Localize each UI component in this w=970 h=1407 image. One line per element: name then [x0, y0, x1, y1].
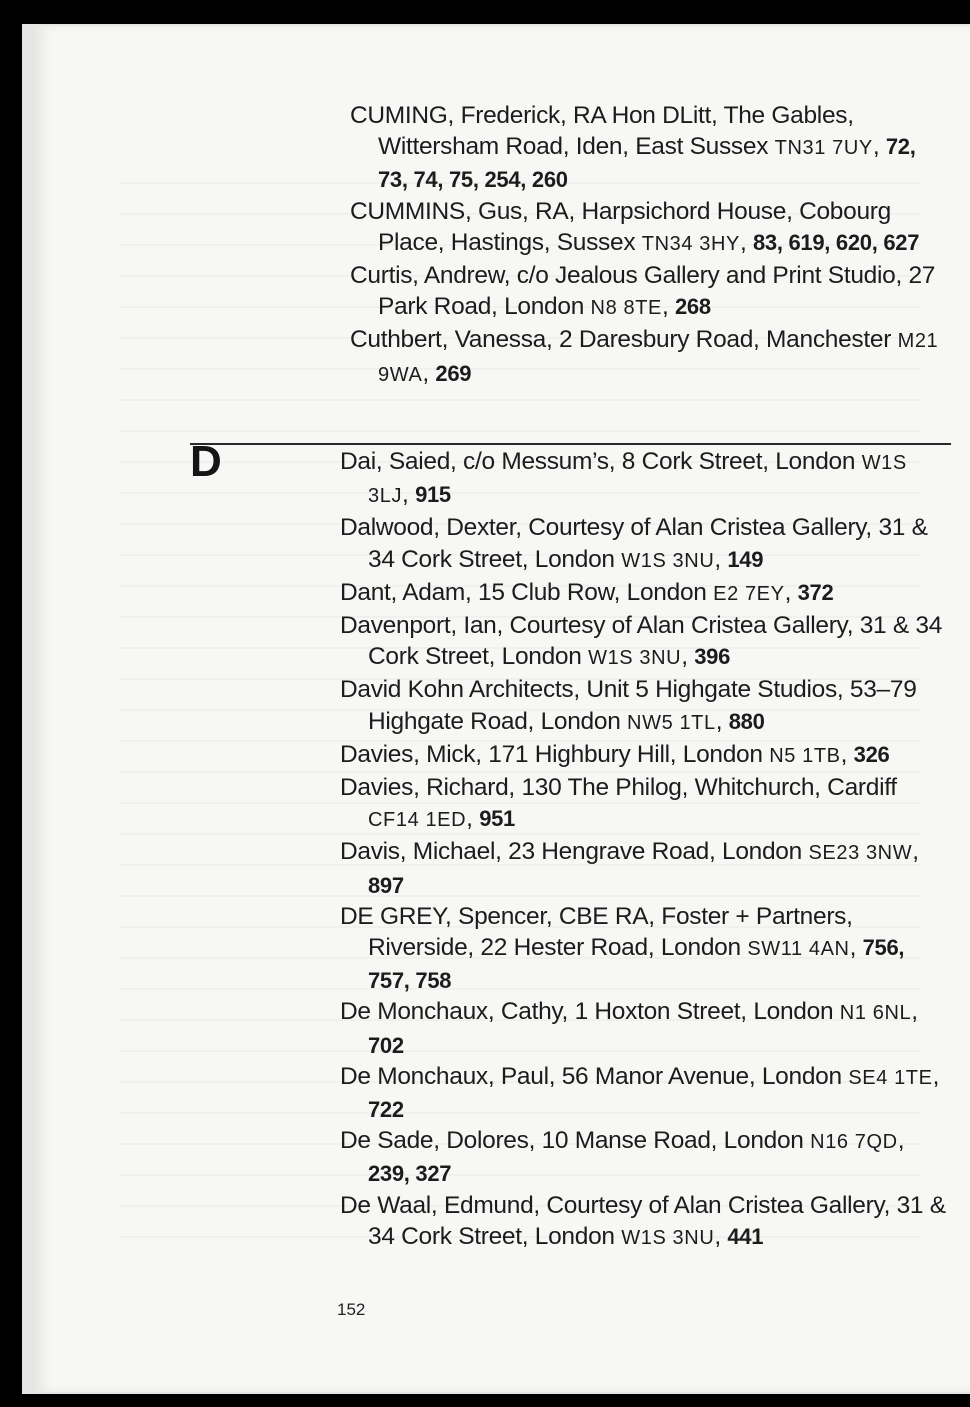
index-entries-c-section — [350, 100, 950, 391]
index-entry: De Waal, Edmund, Courtesy of Alan Cristea Gallery, 31 & 34 Cork Street, London W1S 3NU, 441 — [340, 1191, 946, 1250]
entry-name: De Sade, Dolores, 10 Manse Road, London — [340, 1127, 804, 1155]
entry-name: Davenport, Ian, Courtesy of Alan Cristea Gallery, 31 & 34 Cork Street, London — [340, 612, 943, 671]
index-entry: Davenport, Ian, Courtesy of Alan Cristea Gallery, 31 & 34 Cork Street, London W1S 3NU, 396 — [340, 612, 943, 671]
entry-pages: 83, 619, 620, 627 — [752, 229, 920, 255]
entry-name: CUMING, Frederick, RA Hon DLitt, The Gables, Wittersham Road, Iden, East Sussex — [350, 102, 854, 161]
entry-name: David Kohn Architects, Unit 5 Highgate Studios, 53–79 Highgate Road, London — [340, 676, 917, 735]
entry-postcode: N16 7QD — [810, 1131, 898, 1154]
entry-postcode: N8 8TE — [590, 297, 662, 320]
entry-pages: 722 — [368, 1097, 404, 1123]
entry-name: DE GREY, Spencer, CBE RA, Foster + Partners, Riverside, 22 Hester Road, London — [340, 902, 853, 962]
entry-pages: 372 — [797, 579, 834, 605]
index-entry: Curtis, Andrew, c/o Jealous Gallery and Print Studio, 27 Park Road, London N8 8TE, 268 — [350, 262, 936, 321]
entry-pages: 441 — [727, 1223, 764, 1249]
entry-pages: 396 — [694, 644, 731, 670]
entry-postcode: W1S 3NU — [621, 1226, 715, 1249]
index-entry: Cuthbert, Vanessa, 2 Daresbury Road, Manchester M21 9WA, 269 — [350, 326, 939, 387]
entry-pages: 756, 757, 758 — [368, 935, 905, 994]
entry-postcode: SE23 3NW — [808, 842, 913, 865]
entry-pages: 326 — [853, 741, 890, 767]
index-entry: Dalwood, Dexter, Courtesy of Alan Cristea Gallery, 31 & 34 Cork Street, London W1S 3NU, 149 — [340, 514, 928, 573]
entry-pages: 269 — [435, 360, 472, 386]
page-number: 152 — [337, 1300, 366, 1319]
entry-name: Cuthbert, Vanessa, 2 Daresbury Road, Manchester — [350, 326, 892, 354]
entry-name: Dalwood, Dexter, Courtesy of Alan Cristea Gallery, 31 & 34 Cork Street, London — [340, 514, 928, 573]
entry-name: Curtis, Andrew, c/o Jealous Gallery and Print Studio, 27 Park Road, London — [350, 262, 936, 321]
index-entry: Dai, Saied, c/o Messum’s, 8 Cork Street, London W1S 3LJ, 915 — [340, 448, 907, 509]
entry-pages: 72, 73, 74, 75, 254, 260 — [378, 134, 916, 193]
entry-name: Dant, Adam, 15 Club Row, London — [340, 578, 707, 606]
index-entry: Dant, Adam, 15 Club Row, London E2 7EY, 372 — [340, 578, 834, 606]
entry-pages: 239, 327 — [368, 1161, 452, 1187]
entry-postcode: SW11 4AN — [747, 938, 850, 961]
entry-postcode: W1S 3NU — [588, 647, 682, 670]
index-entry: CUMING, Frederick, RA Hon DLitt, The Gables, Wittersham Road, Iden, East Sussex TN31 7UY, 72, 73, 74, 75, 254, 260 — [350, 102, 916, 193]
section-letter: D — [190, 437, 222, 486]
index-entries-d-section — [340, 446, 950, 1254]
entry-postcode: N1 6NL — [839, 1002, 912, 1025]
index-entry: Davies, Mick, 171 Highbury Hill, London N5 1TB, 326 — [340, 740, 890, 768]
index-entry: CUMMINS, Gus, RA, Harpsichord House, Cobourg Place, Hastings, Sussex TN34 3HY, 83, 619, 620, 627 — [350, 197, 920, 256]
entry-name: De Waal, Edmund, Courtesy of Alan Cristea Gallery, 31 & 34 Cork Street, London — [340, 1191, 946, 1250]
entry-postcode: W1S 3NU — [621, 549, 715, 572]
entry-name: De Monchaux, Cathy, 1 Hoxton Street, London — [340, 998, 834, 1026]
entry-postcode: E2 7EY — [713, 582, 785, 605]
entry-postcode: W1S 3LJ — [368, 452, 907, 508]
entry-postcode: M21 9WA — [378, 330, 939, 386]
entry-name: Davies, Richard, 130 The Philog, Whitchurch, Cardiff — [340, 774, 897, 802]
entry-postcode: N5 1TB — [769, 744, 841, 767]
entry-pages: 880 — [728, 708, 765, 734]
index-entry: DE GREY, Spencer, CBE RA, Foster + Partners, Riverside, 22 Hester Road, London SW11 4AN, 756, 757, 758 — [340, 902, 905, 994]
section-divider — [190, 443, 951, 445]
entry-name: CUMMINS, Gus, RA, Harpsichord House, Cobourg Place, Hastings, Sussex — [350, 197, 891, 256]
index-entry: De Monchaux, Paul, 56 Manor Avenue, London SE4 1TE, 722 — [340, 1062, 940, 1123]
entry-postcode: SE4 1TE — [848, 1066, 933, 1089]
entry-pages: 897 — [368, 872, 404, 898]
entry-pages: 149 — [727, 546, 764, 572]
index-entry: David Kohn Architects, Unit 5 Highgate Studios, 53–79 Highgate Road, London NW5 1TL, 880 — [340, 676, 917, 735]
index-entry: Davis, Michael, 23 Hengrave Road, London SE23 3NW, 897 — [340, 838, 919, 898]
entry-postcode: NW5 1TL — [627, 711, 716, 734]
entry-name: Dai, Saied, c/o Messum’s, 8 Cork Street, London — [340, 448, 856, 475]
entry-pages: 951 — [479, 806, 515, 832]
entry-postcode: TN34 3HY — [641, 232, 740, 255]
entry-name: Davies, Mick, 171 Highbury Hill, London — [340, 740, 763, 768]
index-entry: De Sade, Dolores, 10 Manse Road, London N16 7QD, 239, 327 — [340, 1127, 905, 1187]
index-entry: Davies, Richard, 130 The Philog, Whitchurch, Cardiff CF14 1ED, 951 — [340, 774, 897, 833]
entry-name: Davis, Michael, 23 Hengrave Road, London — [340, 838, 802, 866]
entry-postcode: TN31 7UY — [774, 137, 873, 160]
entry-name: De Monchaux, Paul, 56 Manor Avenue, London — [340, 1062, 842, 1090]
entry-postcode: CF14 1ED — [368, 809, 467, 832]
entry-pages: 268 — [674, 294, 711, 320]
index-entry: De Monchaux, Cathy, 1 Hoxton Street, London N1 6NL, 702 — [340, 998, 918, 1058]
entry-pages: 702 — [368, 1032, 404, 1058]
entry-pages: 915 — [415, 482, 451, 508]
